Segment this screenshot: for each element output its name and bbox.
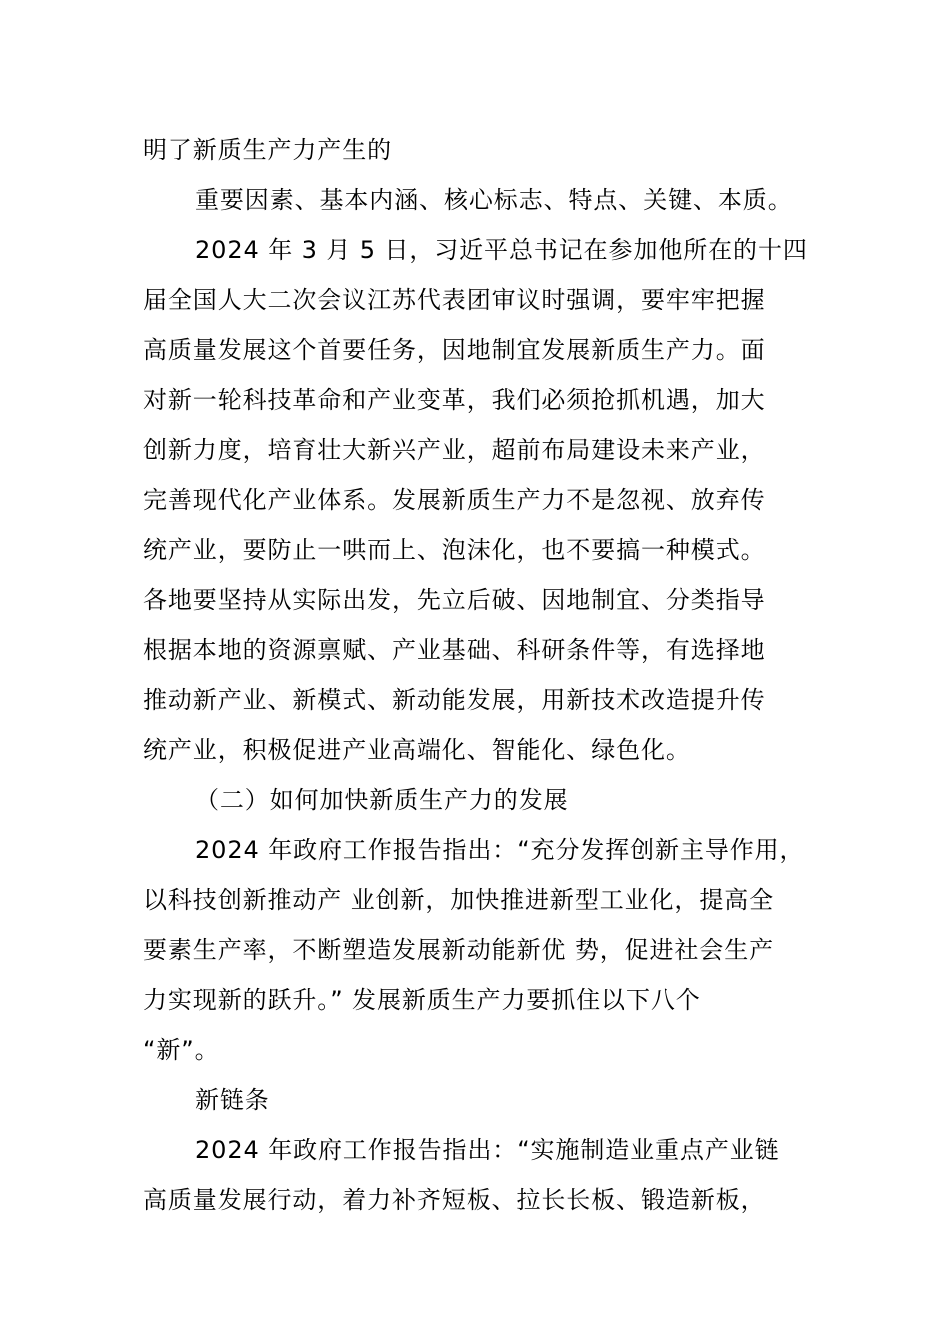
paragraph-line: 各地要坚持从实际出发，先立后破、因地制宜、分类指导: [143, 586, 766, 614]
paragraph-line: 统产业，积极促进产业高端化、智能化、绿色化。: [143, 736, 691, 764]
subsection-heading: 新链条: [195, 1086, 270, 1114]
paragraph-line: 对新一轮科技革命和产业变革，我们必须抢抓机遇，加大: [143, 386, 766, 414]
paragraph-line: 明了新质生产力产生的: [143, 136, 392, 164]
paragraph-line: 力实现新的跃升。” 发展新质生产力要抓住以下八个: [143, 986, 701, 1014]
paragraph-line: “新”。: [143, 1036, 220, 1064]
paragraph-line: 要素生产率，不断塑造发展新动能新优 势，促进社会生产: [143, 936, 775, 964]
paragraph-line: 高质量发展这个首要任务，因地制宜发展新质生产力。面: [143, 336, 766, 364]
paragraph-line: 创新力度，培育壮大新兴产业，超前布局建设未来产业，: [143, 436, 766, 464]
section-heading: （二）如何加快新质生产力的发展: [195, 786, 569, 814]
paragraph-line: 以科技创新推动产 业创新，加快推进新型工业化，提高全: [143, 886, 775, 914]
paragraph-line: 完善现代化产业体系。发展新质生产力不是忽视、放弃传: [143, 486, 766, 514]
paragraph-line: 高质量发展行动，着力补齐短板、拉长长板、锻造新板，: [143, 1186, 766, 1214]
paragraph-line: 2024 年 3 月 5 日，习近平总书记在参加他所在的十四: [195, 236, 808, 264]
paragraph-line: 根据本地的资源禀赋、产业基础、科研条件等，有选择地: [143, 636, 766, 664]
paragraph-line: 届全国人大二次会议江苏代表团审议时强调，要牢牢把握: [143, 286, 766, 314]
paragraph-line: 推动新产业、新模式、新动能发展，用新技术改造提升传: [143, 686, 766, 714]
paragraph-line: 重要因素、基本内涵、核心标志、特点、关键、本质。: [195, 186, 793, 214]
paragraph-line: 2024 年政府工作报告指出：“实施制造业重点产业链: [195, 1136, 780, 1164]
paragraph-line: 2024 年政府工作报告指出：“充分发挥创新主导作用，: [195, 836, 805, 864]
paragraph-line: 统产业，要防止一哄而上、泡沫化，也不要搞一种模式。: [143, 536, 766, 564]
